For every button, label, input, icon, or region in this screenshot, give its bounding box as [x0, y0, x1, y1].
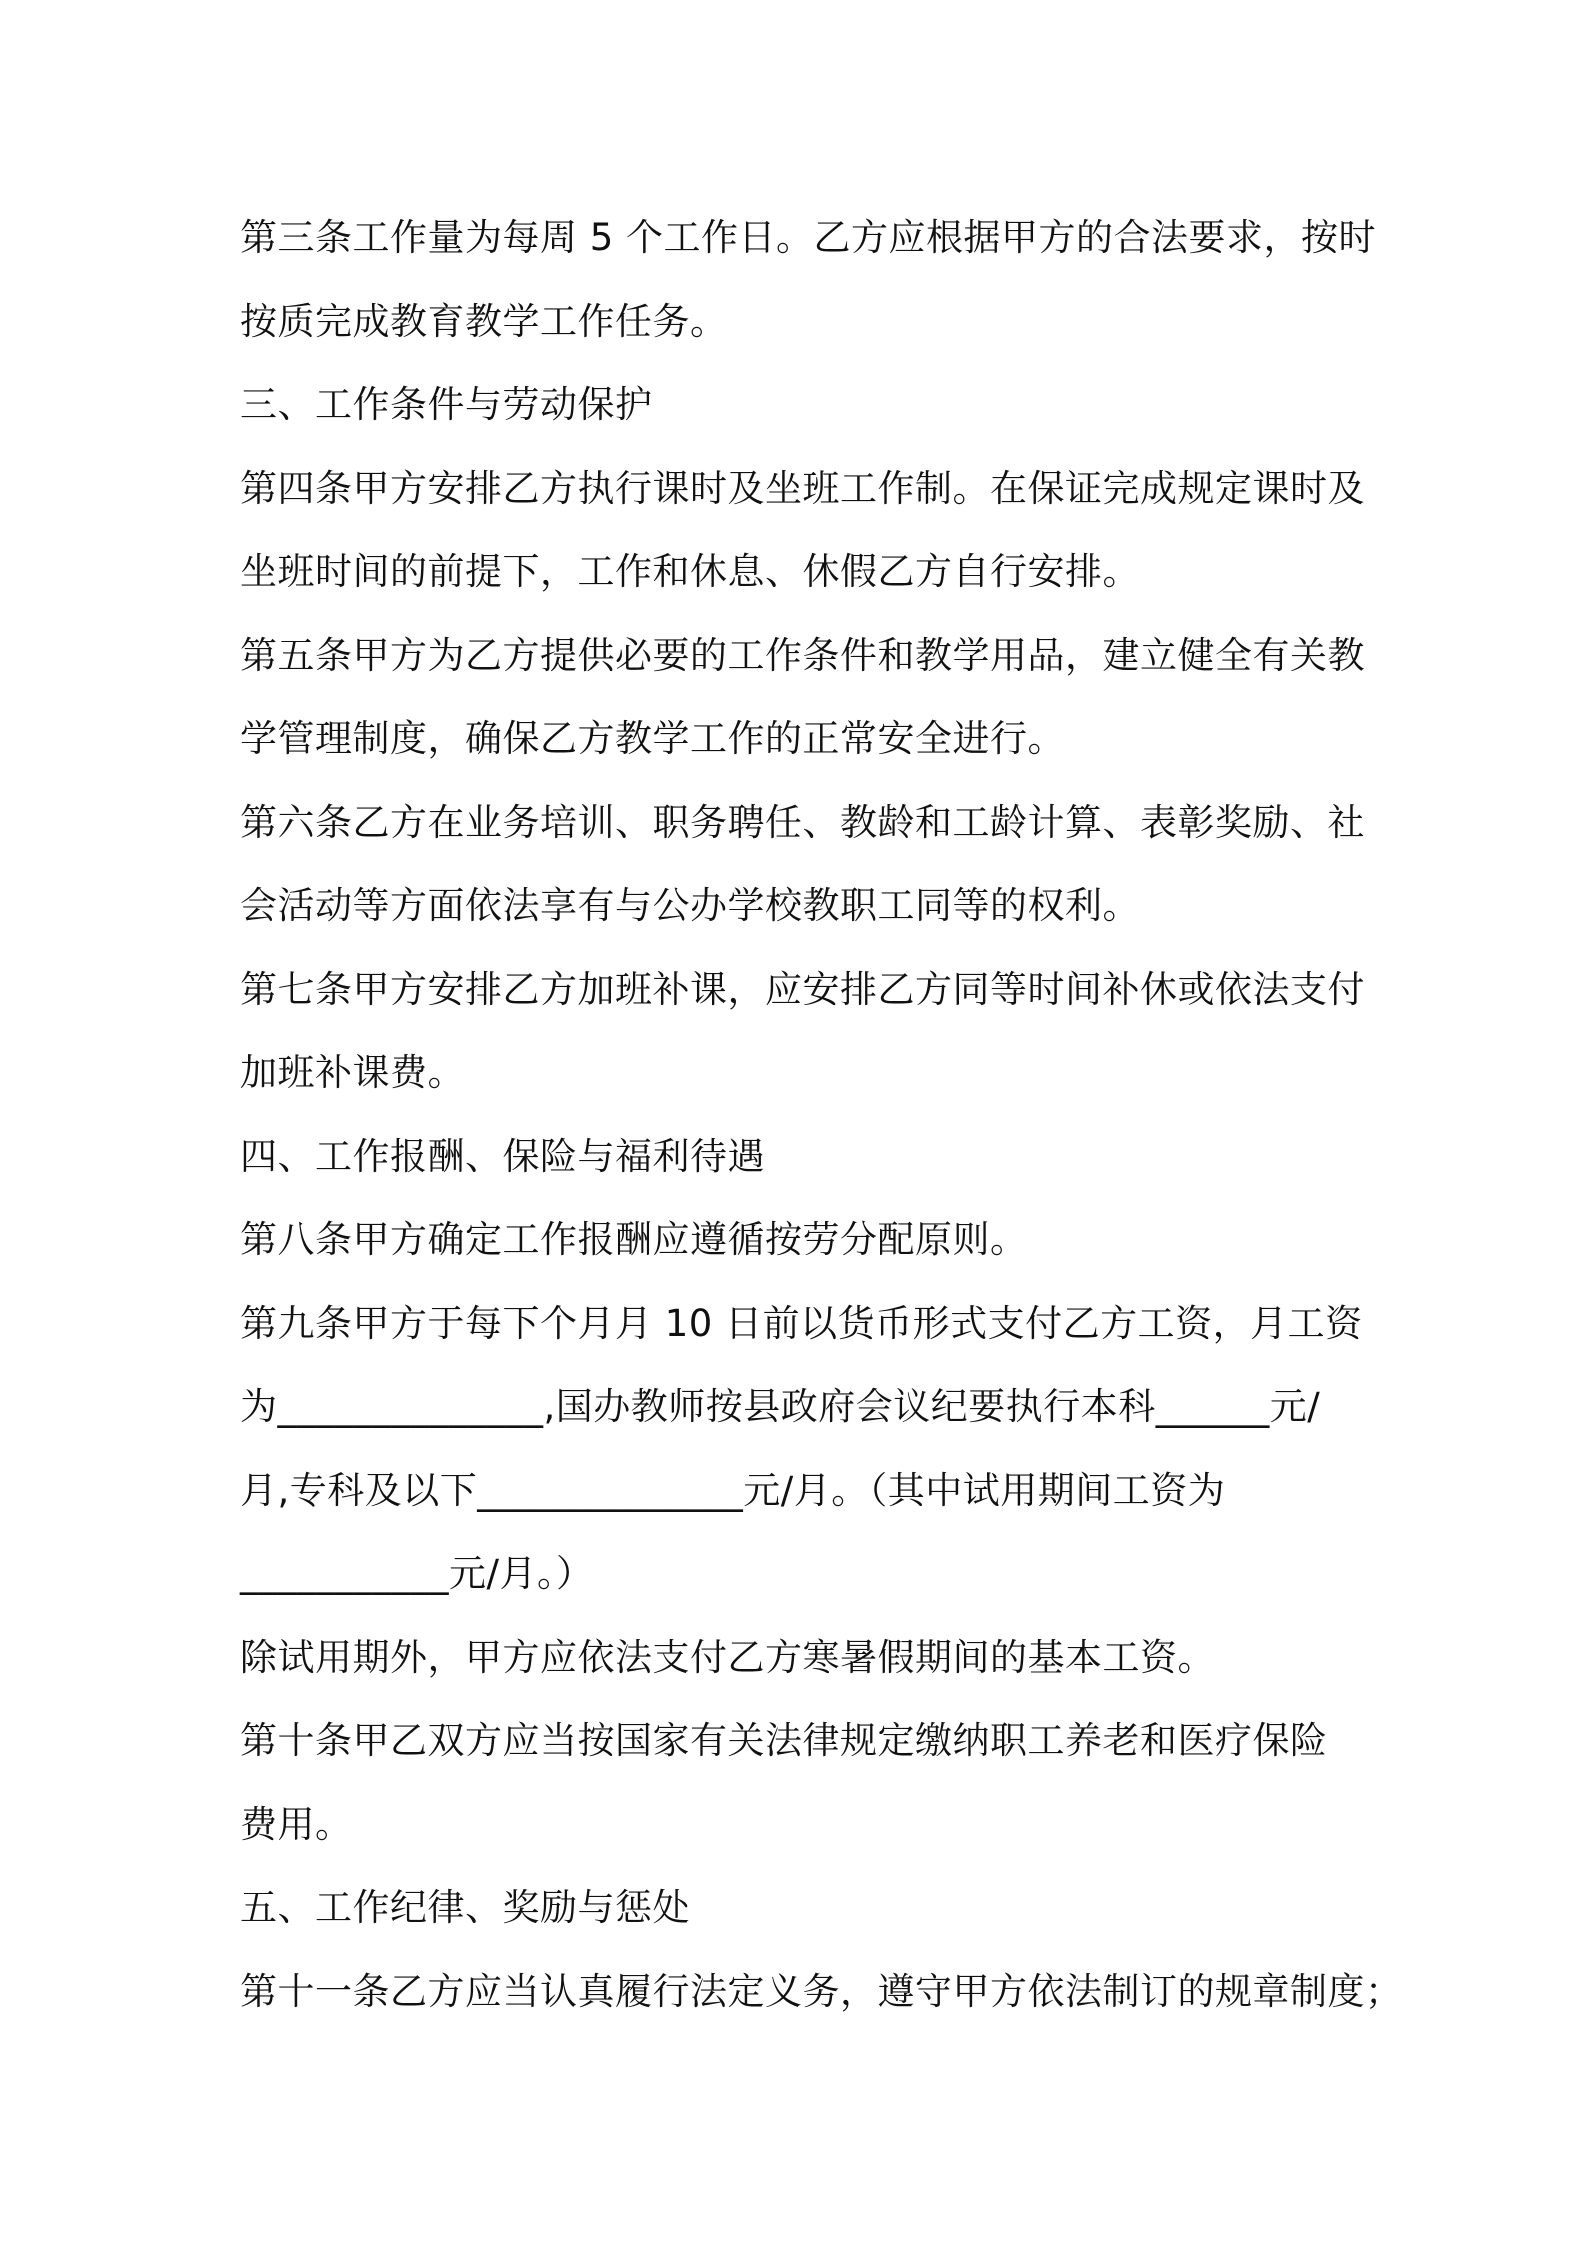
text-line: 第八条甲方确定工作报酬应遵循按劳分配原则。 — [240, 1218, 1028, 1261]
text-line: 第七条甲方安排乙方加班补课，应安排乙方同等时间补休或依法支付 — [240, 967, 1365, 1011]
section-heading: 四、工作报酬、保险与福利待遇 — [240, 1134, 765, 1178]
text-line: 第十条甲乙双方应当按国家有关法律规定缴纳职工养老和医疗保险 — [240, 1719, 1328, 1762]
text-line: 为______________,国办教师按县政府会议纪要执行本科______元/ — [240, 1385, 1321, 1428]
text-line: 第三条工作量为每周 5 个工作日。乙方应根据甲方的合法要求，按时 — [240, 216, 1377, 259]
text-line: 第九条甲方于每下个月月 10 日前以货币形式支付乙方工资，月工资 — [240, 1301, 1363, 1345]
text-line: 第四条甲方安排乙方执行课时及坐班工作制。在保证完成规定课时及 — [240, 466, 1365, 510]
text-line: 费用。 — [240, 1802, 353, 1846]
text-line: 第五条甲方为乙方提供必要的工作条件和教学用品，建立健全有关教 — [240, 633, 1365, 677]
text-line: ___________元/月。） — [240, 1552, 594, 1595]
text-line: 加班补课费。 — [240, 1051, 465, 1094]
text-line: 第六条乙方在业务培训、职务聘任、教龄和工龄计算、表彰奖励、社 — [240, 800, 1365, 844]
text-line: 除试用期外，甲方应依法支付乙方寒暑假期间的基本工资。 — [240, 1635, 1215, 1679]
text-line: 按质完成教育教学工作任务。 — [240, 299, 728, 343]
text-line: 会活动等方面依法享有与公办学校教职工同等的权利。 — [240, 884, 1140, 927]
document-body — [240, 196, 1403, 2033]
text-line: 学管理制度，确保乙方教学工作的正常安全进行。 — [240, 717, 1065, 760]
section-heading: 五、工作纪律、奖励与惩处 — [240, 1886, 690, 1929]
text-line: 月,专科及以下______________元/月。（其中试用期间工资为 — [240, 1468, 1226, 1512]
text-line: 坐班时间的前提下，工作和休息、休假乙方自行安排。 — [240, 550, 1140, 593]
text-line: 第十一条乙方应当认真履行法定义务，遵守甲方依法制订的规章制度； — [240, 1969, 1403, 2013]
section-heading: 三、工作条件与劳动保护 — [240, 383, 653, 426]
